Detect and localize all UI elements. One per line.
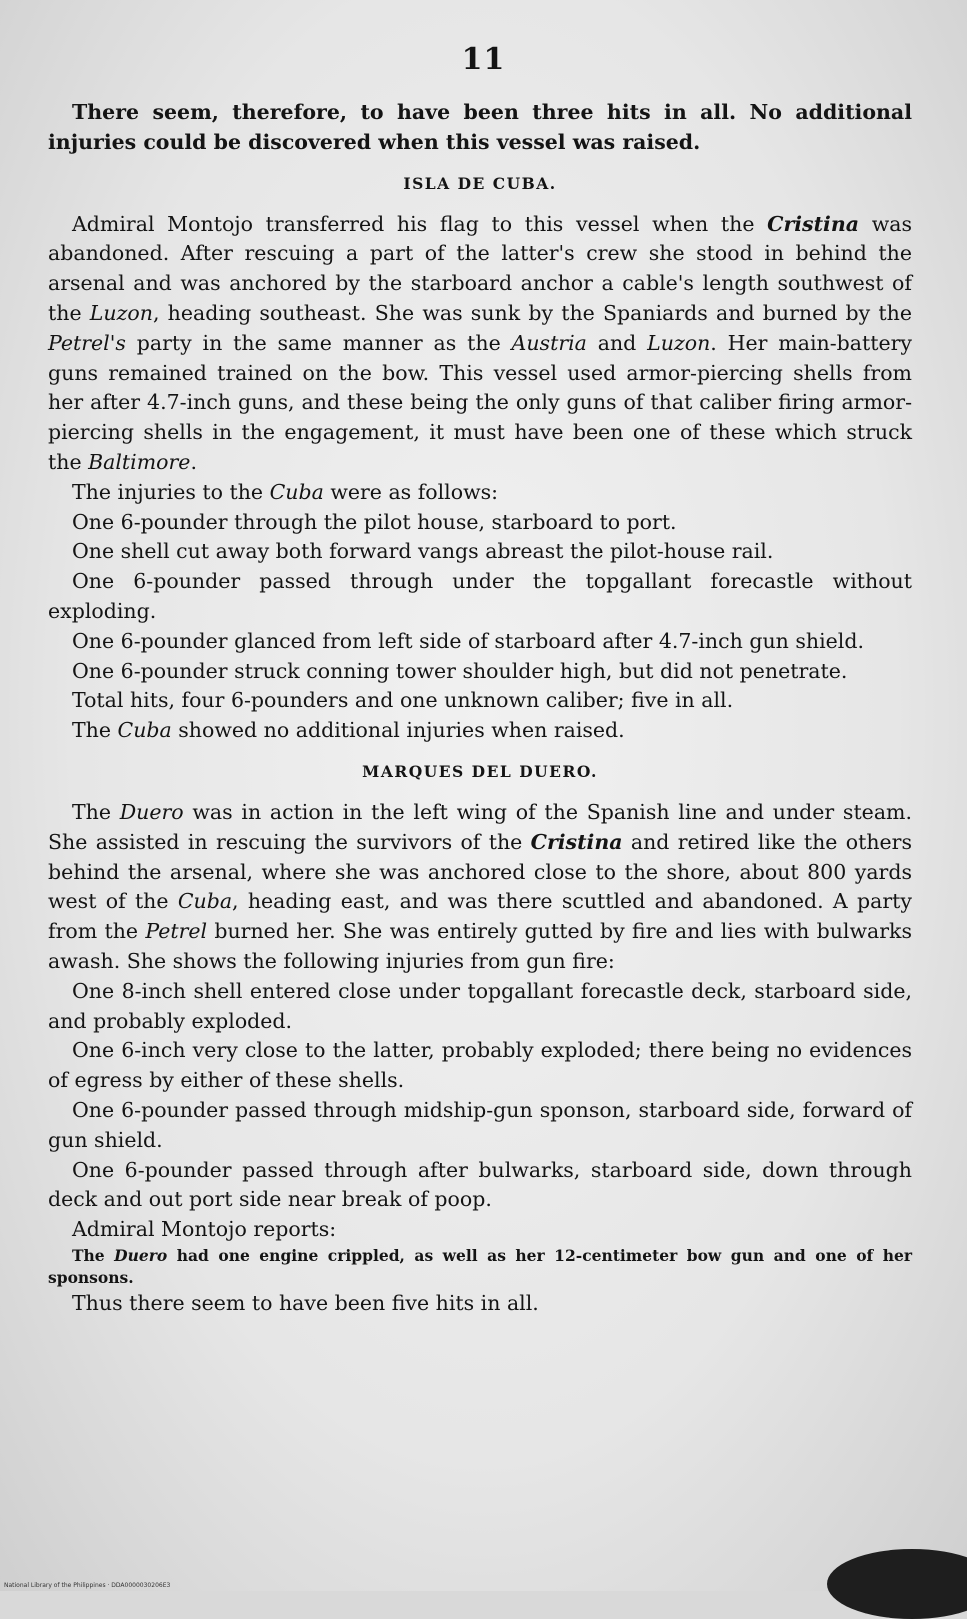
cuba-raised-note: The Cuba showed no additional injuries when raised.	[72, 718, 625, 743]
cuba-total-hits: Total hits, four 6-pounders and one unknown caliber; five in all.	[72, 688, 734, 713]
scan-footer: National Library of the Philippines · DDA0000030206E3	[4, 1582, 171, 1589]
cuba-injury-3: One 6-pounder passed through under the topgallant forecastle without exploding.	[48, 569, 912, 623]
duero-injury-4: One 6-pounder passed through after bulwarks, starboard side, down through deck and out port side near break of poop.	[48, 1157, 912, 1212]
cuba-injury-1: One 6-pounder through the pilot house, starboard to port.	[72, 509, 677, 534]
page-number: 11	[461, 42, 506, 77]
duero-injury-2: One 6-inch very close to the latter, probably exploded; there being no evidences of egress by either of these shells.	[48, 1038, 912, 1093]
cuba-paragraph-1: Admiral Montojo transferred his flag to this vessel when the Cristina was abandoned. After rescuing a part of the latter's crew she stood in behind the arsenal and was anchored by the starboard anchor a cable's length southwest of the Luzon, heading southeast. She was sunk by the Spaniards and burned by the Petrel's party in the same manner as the Austria and Luzon. Her main-battery guns remained trained on the bow. This vessel used armor-piercing shells from her after 4.7-inch guns, and these being the only guns of that caliber firing armor-piercing shells in the engagement, it must have been one of these which struck the Baltimore.	[48, 211, 913, 474]
duero-total-hits: Thus there seem to have been five hits in all.	[72, 1290, 539, 1315]
section-heading-isla-de-cuba: ISLA DE CUBA.	[403, 173, 557, 193]
cuba-paragraph-2: The injuries to the Cuba were as follows:	[72, 479, 499, 504]
duero-injury-3: One 6-pounder passed through midship-gun sponson, starboard side, forward of gun shield.	[48, 1097, 912, 1152]
page-body	[48, 98, 912, 1319]
cuba-injury-2: One shell cut away both forward vangs abreast the pilot-house rail.	[72, 539, 774, 564]
intro-paragraph: There seem, therefore, to have been three hits in all. No additional injuries could be discovered when this vessel was raised.	[48, 100, 912, 154]
cuba-injury-4: One 6-pounder glanced from left side of starboard after 4.7-inch gun shield.	[72, 628, 864, 653]
duero-injury-1: One 8-inch shell entered close under topgallant forecastle deck, starboard side, and probably exploded.	[48, 978, 912, 1033]
duero-paragraph-1: The Duero was in action in the left wing of the Spanish line and under steam. She assisted in rescuing the survivors of the Cristina and retired like the others behind the arsenal, where she was anchored close to the shore, about 800 yards west of the Cuba, heading east, and was there scuttled and abandoned. A party from the Petrel burned her. She was entirely gutted by fire and lies with bulwarks awash. She shows the following injuries from gun fire:	[48, 799, 912, 973]
cuba-injury-5: One 6-pounder struck conning tower shoulder high, but did not penetrate.	[72, 658, 848, 683]
scan-corner-blot	[827, 1549, 967, 1619]
section-heading-marques-del-duero: MARQUES DEL DUERO.	[362, 761, 598, 781]
montojo-quote: The Duero had one engine crippled, as well as her 12-centimeter bow gun and one of her sponsons.	[48, 1245, 912, 1287]
duero-montojo-reports: Admiral Montojo reports:	[72, 1217, 337, 1242]
